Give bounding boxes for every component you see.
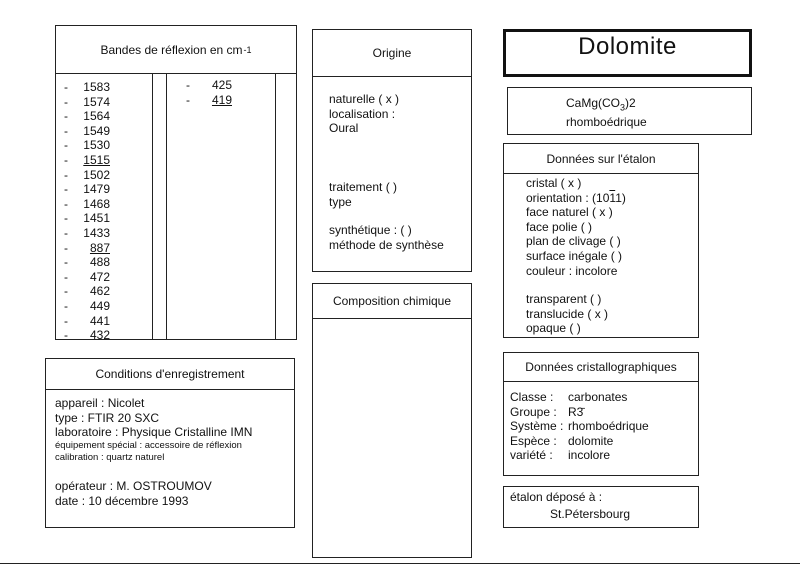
cristallo-row: [510, 390, 649, 405]
conditions-type: type : FTIR 20 SXC: [55, 410, 160, 425]
cristallo-row: [510, 434, 649, 449]
origine-naturelle: naturelle ( x ): [329, 92, 400, 106]
etalon-face-naturel: face naturel ( x ): [526, 205, 613, 220]
etalon-translucide: translucide ( x ): [526, 306, 609, 321]
conditions-panel: [45, 358, 295, 528]
band-value: 1549: [83, 123, 110, 138]
band-value: 1451: [83, 211, 110, 226]
band-value: 1583: [83, 80, 110, 94]
band-row: [64, 226, 110, 241]
etalon-orientation: orientation : (1011): [526, 190, 626, 205]
band-value: 425: [211, 78, 232, 92]
band-row: [186, 78, 232, 93]
band-value: 449: [89, 298, 110, 313]
band-dash: -: [64, 269, 68, 284]
band-row: [64, 95, 110, 110]
depot-label: étalon déposé à :: [510, 490, 603, 504]
band-value: 441: [89, 313, 110, 328]
etalon-face-polie: face polie ( ): [526, 219, 593, 234]
band-row: [64, 109, 110, 124]
band-dash: -: [64, 211, 68, 226]
formula-system: rhomboédrique: [566, 114, 647, 129]
band-dash: -: [64, 80, 68, 94]
origine-panel: [312, 29, 472, 272]
etalon-panel: [503, 143, 699, 338]
band-dash: -: [64, 167, 68, 182]
band-dash: -: [64, 94, 68, 109]
band-row: [64, 168, 110, 183]
bands-column-1: [64, 80, 110, 343]
cristallo-key: Groupe :: [510, 404, 557, 419]
conditions-operateur: opérateur : M. OSTROUMOV: [55, 479, 212, 493]
band-row: [186, 93, 232, 108]
conditions-date: date : 10 décembre 1993: [55, 493, 189, 508]
cristallo-row: [510, 419, 649, 434]
band-value: 488: [89, 255, 110, 270]
band-value: 432: [89, 328, 110, 343]
band-dash: -: [64, 152, 68, 167]
band-dash: -: [186, 78, 190, 92]
bands-header-unit: -1: [243, 44, 252, 55]
cristallo-value: incolore: [568, 448, 611, 463]
origine-synthetique: synthétique : ( ): [329, 223, 412, 237]
depot-panel: [503, 486, 699, 528]
conditions-calibration: calibration : quartz naturel: [55, 451, 165, 463]
bands-header-text: Bandes de réflexion en cm: [100, 42, 243, 57]
band-value: 472: [89, 269, 110, 284]
origine-methode: méthode de synthèse: [329, 237, 444, 252]
page-title: Dolomite: [578, 33, 677, 60]
depot-place: St.Pétersbourg: [550, 506, 631, 521]
band-row: [64, 314, 110, 329]
cristallo-header: [504, 353, 698, 382]
band-row: [64, 211, 110, 226]
cristallo-key: variété :: [510, 448, 553, 463]
etalon-cristal: cristal ( x ): [526, 176, 582, 190]
band-row: [64, 328, 110, 343]
origine-header: [313, 30, 471, 77]
band-dash: -: [64, 255, 68, 270]
cristallo-value: dolomite: [568, 433, 614, 448]
band-row: [64, 270, 110, 285]
band-dash: -: [64, 313, 68, 328]
bands-divider-1: [152, 73, 153, 339]
bands-divider-2: [166, 73, 167, 339]
origine-type: type: [329, 194, 352, 209]
band-value: 1564: [83, 109, 110, 124]
band-value: 887: [89, 240, 110, 255]
origine-localisation: localisation :: [329, 106, 396, 121]
cristallo-value: rhomboédrique: [568, 419, 649, 434]
conditions-laboratoire: laboratoire : Physique Cristalline IMN: [55, 425, 253, 440]
etalon-transparent: transparent ( ): [526, 292, 602, 306]
cristallo-value: carbonates: [568, 390, 628, 404]
conditions-appareil: appareil : Nicolet: [55, 396, 145, 410]
band-dash: -: [186, 92, 190, 107]
bands-divider-3: [275, 73, 276, 339]
cristallo-row: [510, 448, 649, 463]
band-dash: -: [64, 123, 68, 138]
band-dash: -: [64, 196, 68, 211]
band-value: 1479: [83, 182, 110, 197]
band-dash: -: [64, 240, 68, 255]
etalon-opaque: opaque ( ): [526, 321, 581, 336]
orientation-bar-digit: 1: [609, 190, 616, 205]
cristallo-rows: [510, 390, 649, 463]
cristallo-value: R3̄: [568, 404, 584, 419]
formula-main: CaMg(CO: [566, 96, 621, 110]
band-value: 462: [89, 284, 110, 299]
etalon-couleur: couleur : incolore: [526, 263, 618, 278]
band-row: [64, 241, 110, 256]
formula-sub: 3: [620, 102, 626, 113]
formula-text: [566, 96, 647, 115]
band-dash: -: [64, 298, 68, 313]
band-row: [64, 138, 110, 153]
cristallo-key: Espèce :: [510, 433, 557, 448]
band-row: [64, 255, 110, 270]
cristallo-panel: [503, 352, 699, 476]
bands-header: [56, 26, 296, 74]
etalon-plan-clivage: plan de clivage ( ): [526, 234, 621, 249]
origine-localisation-value: Oural: [329, 121, 359, 136]
bottom-rule: [0, 563, 800, 564]
band-row: [64, 182, 110, 197]
origine-header-text: Origine: [372, 46, 412, 60]
conditions-equipement: équipement spécial : accessoire de réflexion: [55, 439, 242, 451]
band-value: 1502: [83, 167, 110, 182]
band-value: 1574: [83, 94, 110, 109]
bands-panel: [55, 25, 297, 343]
band-value: 1515: [83, 152, 110, 167]
cristallo-row: [510, 405, 649, 420]
cristallo-key: Système :: [510, 419, 564, 434]
conditions-header-text: Conditions d'enregistrement: [95, 367, 245, 381]
band-dash: -: [64, 225, 68, 240]
composition-panel: [312, 283, 472, 558]
origine-traitement: traitement ( ): [329, 180, 398, 194]
cristallo-header-text: Données cristallographiques: [525, 360, 677, 374]
band-dash: -: [64, 284, 68, 299]
band-row: [64, 124, 110, 139]
etalon-header: [504, 144, 698, 174]
band-value: 1530: [83, 138, 110, 153]
band-row: [64, 80, 110, 95]
conditions-header: [46, 359, 294, 390]
band-row: [64, 299, 110, 314]
band-dash: -: [64, 328, 68, 343]
composition-header: [313, 284, 471, 319]
title-box: [503, 29, 752, 77]
formula-after: )2: [625, 96, 636, 110]
band-value: 1468: [83, 196, 110, 211]
bands-column-2: [186, 78, 232, 107]
band-dash: -: [64, 182, 68, 197]
band-value: 419: [211, 92, 232, 107]
etalon-surface: surface inégale ( ): [526, 248, 623, 263]
formula-box: [507, 87, 752, 135]
band-dash: -: [64, 138, 68, 153]
band-row: [64, 284, 110, 299]
etalon-header-text: Données sur l'étalon: [546, 151, 656, 166]
band-row: [64, 197, 110, 212]
band-row: [64, 153, 110, 168]
composition-header-text: Composition chimique: [332, 294, 452, 308]
band-dash: -: [64, 109, 68, 124]
band-value: 1433: [83, 225, 110, 240]
cristallo-key: Classe :: [510, 390, 554, 404]
